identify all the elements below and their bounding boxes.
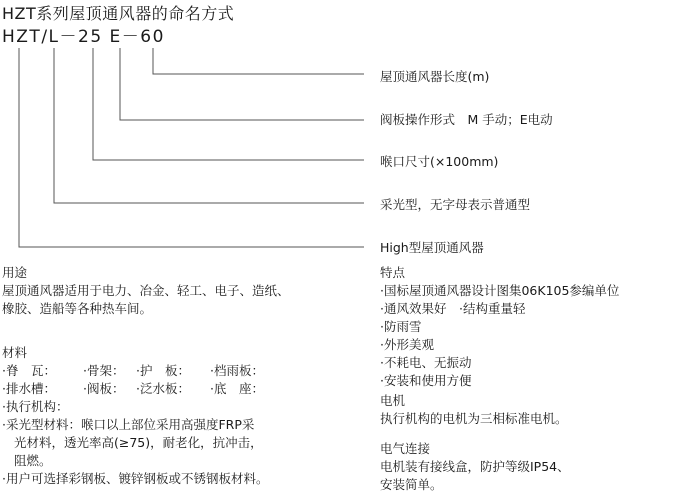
material-item: ·执行机构： [2, 399, 69, 414]
feature-item: ·安装和使用方便 [380, 373, 472, 388]
feature-item: ·不耗电、无振动 [380, 355, 472, 370]
material-item: ·护 板： [136, 363, 190, 378]
material-item: ·用户可选择彩钢板、镀锌钢板或不锈钢板材料。 [2, 471, 269, 486]
label-length: 屋顶通风器长度(m) [380, 69, 490, 84]
material-item-cont: 光材料，透光率高(≥75)，耐老化，抗冲击， [14, 435, 263, 450]
motor-heading: 电机 [380, 393, 406, 408]
electrical-line: 电机装有接线盒，防护等级IP54、 [380, 459, 570, 474]
label-throat-size: 喉口尺寸(×100mm) [380, 154, 499, 169]
usage-line: 屋顶通风器适用于电力、冶金、轻工、电子、造纸、 [2, 283, 290, 298]
material-item: ·泛水板： [136, 381, 190, 396]
model-code: HZT/L－25 E－60 [2, 27, 165, 47]
usage-line: 橡胶、造船等各种热车间。 [2, 301, 153, 316]
material-item-cont: 阻燃。 [14, 453, 52, 468]
page-title: HZT系列屋顶通风器的命名方式 [2, 4, 235, 23]
material-item: ·阀板： [83, 381, 125, 396]
label-lighting-type: 采光型，无字母表示普通型 [380, 197, 531, 212]
feature-item: ·通风效果好 ·结构重量轻 [380, 301, 526, 316]
feature-item: ·外形美观 [380, 337, 434, 352]
leader-lighting [54, 48, 364, 203]
features-heading: 特点 [380, 265, 406, 280]
materials-heading: 材料 [2, 345, 28, 360]
electrical-line: 安装简单。 [380, 477, 443, 492]
motor-text: 执行机构的电机为三相标准电机。 [380, 411, 568, 426]
material-item: ·底 座： [210, 381, 264, 396]
feature-item: ·防雨雪 [380, 319, 422, 334]
leader-valve [120, 48, 364, 120]
usage-heading: 用途 [2, 265, 28, 280]
label-high-type: High型屋顶通风器 [380, 240, 484, 255]
material-item: ·骨架： [83, 363, 125, 378]
leader-length [153, 48, 364, 74]
label-valve-operation: 阀板操作形式 M 手动；E电动 [380, 112, 553, 127]
material-item: ·脊 瓦： [2, 363, 56, 378]
material-item: ·采光型材料：喉口以上部位采用高强度FRP采 [2, 417, 255, 432]
material-item: ·排水槽： [2, 381, 56, 396]
feature-item: ·国标屋顶通风器设计图集06K105参编单位 [380, 283, 620, 298]
material-item: ·档雨板： [210, 363, 264, 378]
electrical-heading: 电气连接 [380, 441, 431, 456]
leader-throat [93, 48, 364, 160]
leader-high [19, 48, 364, 247]
